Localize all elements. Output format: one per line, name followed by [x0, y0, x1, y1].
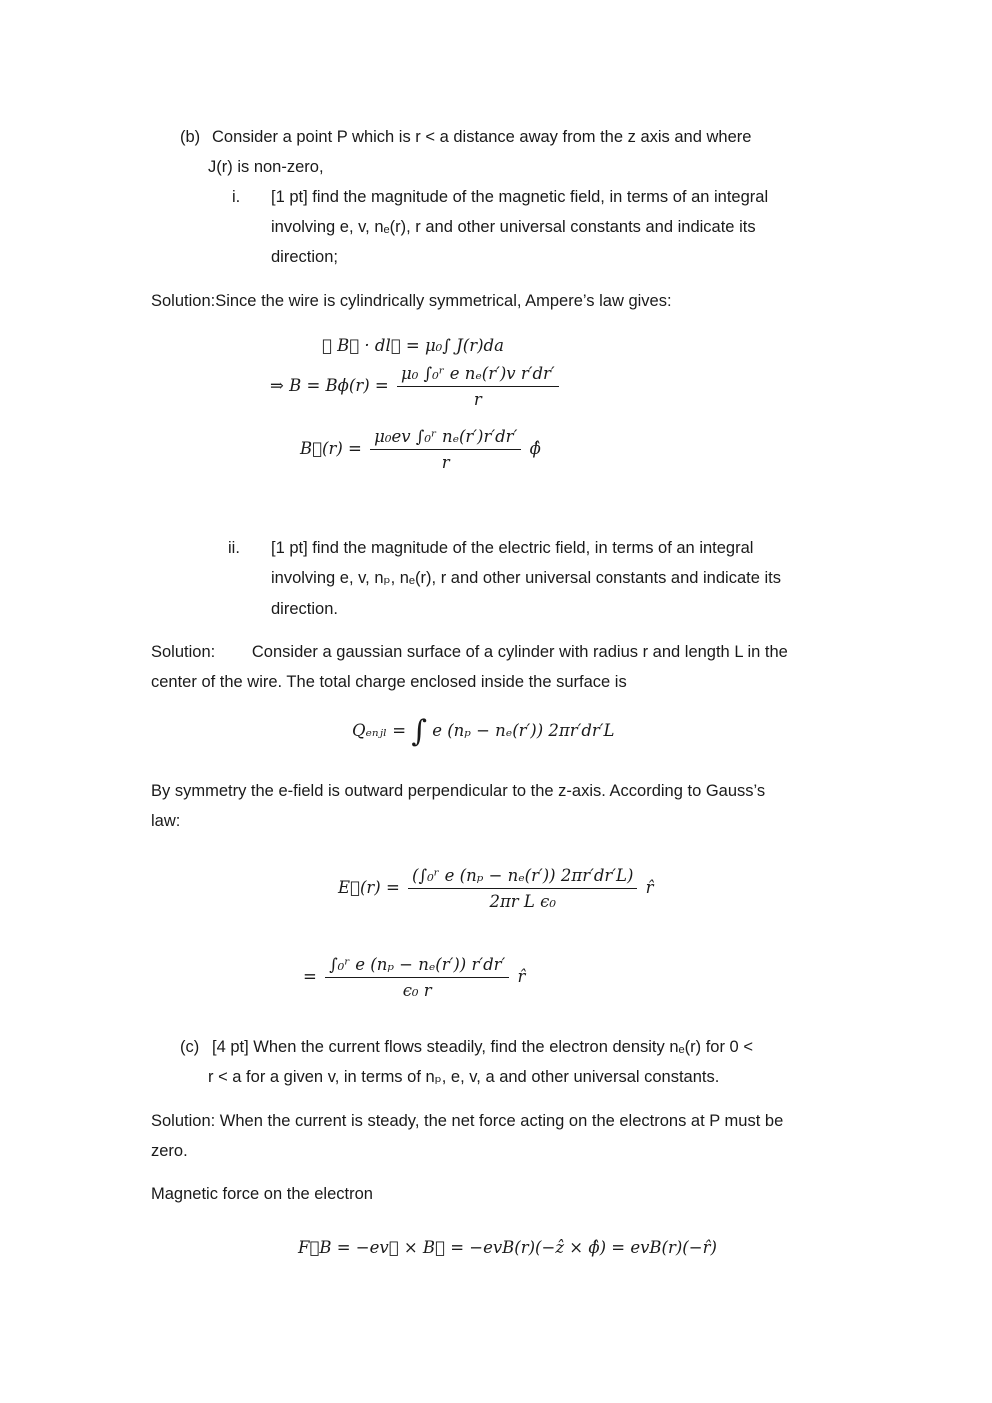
item-ii-line2: involving e, v, nₚ, nₑ(r), r and other universal constants and indicate its	[271, 569, 781, 587]
e-field-numerator: (∫₀ʳ e (nₚ − nₑ(r′)) 2πr′dr′L)	[408, 866, 637, 889]
part-b-label: (b)	[180, 128, 201, 146]
part-c-line1: [4 pt] When the current flows steadily, find the electron density nₑ(r) for 0 <	[212, 1038, 753, 1056]
b-vector-lhs: B⃗(r) =	[300, 439, 362, 458]
r-hat-unit: r̂	[645, 878, 654, 897]
b-field-denominator: r	[473, 390, 482, 409]
part-b-line2: J(r) is non-zero,	[208, 158, 324, 176]
e-field-simplified-numerator: ∫₀ʳ e (nₚ − nₑ(r′)) r′dr′	[325, 955, 509, 978]
b-vector-numerator: μ₀ev ∫₀ʳ nₑ(r′)r′dr′	[370, 427, 521, 450]
b-vector-equation	[300, 427, 541, 472]
b-field-equation	[270, 364, 562, 409]
integral-sign: ∫	[411, 714, 427, 749]
q-encl-equation	[352, 714, 615, 749]
part-b-line1: Consider a point P which is r < a distance away from the z axis and where	[212, 128, 752, 146]
phi-hat-unit: ϕ̂	[529, 439, 541, 458]
part-c-label: (c)	[180, 1038, 200, 1056]
solution-2-line1: Solution: Consider a gaussian surface of a cylinder with radius r and length L in the	[151, 643, 788, 661]
e-field-simplified-lhs: =	[303, 967, 317, 986]
q-encl-lhs: Qₑₙⱼₗ =	[352, 721, 407, 740]
b-field-numerator: μ₀ ∫₀ʳ e nₑ(r′)v r′dr′	[397, 364, 559, 387]
magnetic-force-text: Magnetic force on the electron	[151, 1185, 373, 1203]
item-i-line2: involving e, v, nₑ(r), r and other universal constants and indicate its	[271, 218, 756, 236]
solution-1-text: Solution:Since the wire is cylindrically symmetrical, Ampere’s law gives:	[151, 292, 672, 310]
b-field-fraction	[397, 364, 559, 409]
item-ii-line3: direction.	[271, 600, 338, 618]
item-i-line1: [1 pt] find the magnitude of the magnetic field, in terms of an integral	[271, 188, 769, 206]
b-vector-denominator: r	[441, 453, 450, 472]
solution-3-line1: Solution: When the current is steady, the net force acting on the electrons at P must be	[151, 1112, 784, 1130]
q-encl-body: e (nₚ − nₑ(r′)) 2πr′dr′L	[432, 721, 615, 740]
solution-2-line2: center of the wire. The total charge enclosed inside the surface is	[151, 673, 627, 691]
item-ii-label: ii.	[228, 539, 240, 557]
symmetry-line2: law:	[151, 812, 181, 830]
e-field-denominator: 2πr L ϵ₀	[489, 892, 556, 911]
b-vector-fraction	[370, 427, 521, 472]
item-ii-line1: [1 pt] find the magnitude of the electric field, in terms of an integral	[271, 539, 754, 557]
e-field-simplified-equation	[303, 955, 525, 1000]
magnetic-force-equation: F⃗B = −ev⃗ × B⃗ = −evB(r)(−ẑ × ϕ̂) = evB(r)(−r̂)	[298, 1238, 717, 1257]
e-field-fraction	[408, 866, 637, 911]
part-c-line2: r < a for a given v, in terms of nₚ, e, v, a and other universal constants.	[208, 1068, 720, 1086]
item-i-line3: direction;	[271, 248, 338, 266]
e-field-simplified-fraction	[325, 955, 509, 1000]
e-field-equation	[338, 866, 654, 911]
symmetry-line1: By symmetry the e-field is outward perpendicular to the z-axis. According to Gauss’s	[151, 782, 766, 800]
r-hat-unit-2: r̂	[517, 967, 526, 986]
b-field-lhs: ⇒ B = Bϕ(r) =	[270, 376, 389, 395]
e-field-lhs: E⃗(r) =	[338, 878, 400, 897]
ampere-law-equation: ∮ B⃗ · dl⃗ = μ₀∫ J(r)da	[322, 336, 504, 355]
item-i-label: i.	[232, 188, 241, 206]
e-field-simplified-denominator: ϵ₀ r	[402, 981, 432, 1000]
solution-3-line2: zero.	[151, 1142, 188, 1160]
